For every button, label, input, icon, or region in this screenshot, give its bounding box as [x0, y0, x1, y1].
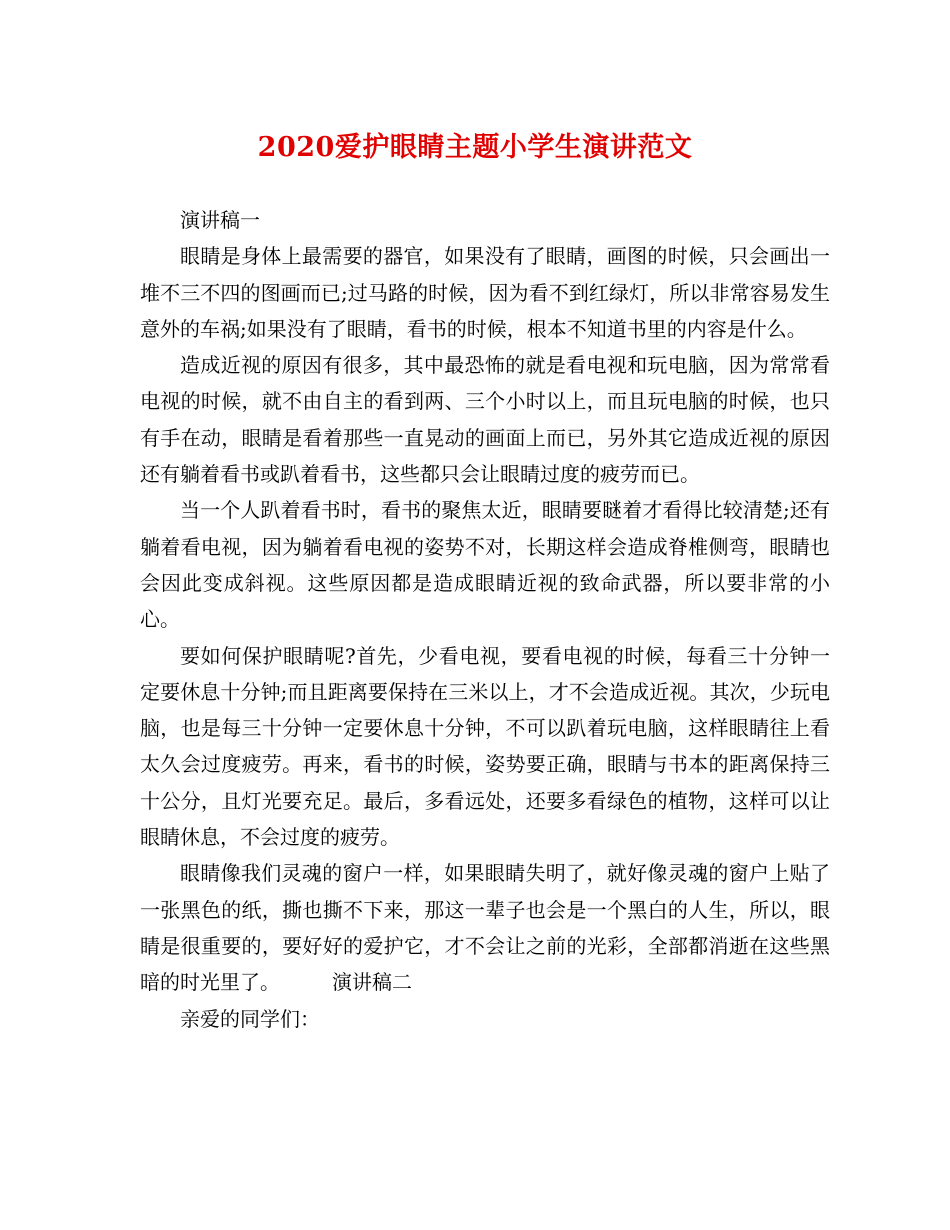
paragraph-1: 眼睛是身体上最需要的器官，如果没有了眼睛，画图的时候，只会画出一堆不三不四的图画而已;过马路的时候，因为看不到红绿灯，所以非常容易发生意外的车祸;如果没有了眼睛，看书的时候，根本不知道书里的内容是什么。	[140, 244, 830, 341]
paragraph-4: 要如何保护眼睛呢?首先，少看电视，要看电视的时候，每看三十分钟一定要休息十分钟;而且距离要保持在三米以上，才不会造成近视。其次，少玩电脑，也是每三十分钟一定要休息十分钟，不可以趴着玩电脑，这样眼睛往上看太久会过度疲劳。再来，看书的时候，姿势要正确，眼睛与书本的距离保持三十公分，且灯光要充足。最后，多看远处，还要多看绿色的植物，这样可以让眼睛休息，不会过度的疲劳。	[140, 643, 830, 850]
document-title: 2020爱护眼睛主题小学生演讲范文	[257, 132, 693, 163]
paragraph-5-text: 眼睛像我们灵魂的窗户一样，如果眼睛失明了，就好像灵魂的窗户上贴了一张黑色的纸，撕也撕不下来，那这一辈子也会是一个黑白的人生，所以，眼睛是很重要的，要好好的爱护它，才不会让之前的光彩，全部都消逝在这些黑暗的时光里了。	[140, 861, 830, 995]
paragraph-5	[140, 855, 830, 1000]
section-heading-1: 演讲稿一	[180, 208, 260, 232]
document-body	[140, 202, 830, 1037]
paragraph-3: 当一个人趴着看书时，看书的聚焦太近，眼睛要瞇着才看得比较清楚;还有躺着看电视，因为躺着看电视的姿势不对，长期这样会造成脊椎侧弯，眼睛也会因此变成斜视。这些原因都是造成眼睛近视的致命武器，所以要非常的小心。	[140, 498, 830, 632]
paragraph-salutation: 亲爱的同学们：	[180, 1006, 320, 1031]
section-heading-2: 演讲稿二	[332, 970, 412, 995]
paragraph-2: 造成近视的原因有很多，其中最恐怖的就是看电视和玩电脑，因为常常看电视的时候，就不由自主的看到两、三个小时以上，而且玩电脑的时候，也只有手在动，眼睛是看着那些一直晃动的画面上而已，另外其它造成近视的原因还有躺着看书或趴着看书，这些都只会让眼睛过度的疲劳而已。	[140, 353, 830, 487]
